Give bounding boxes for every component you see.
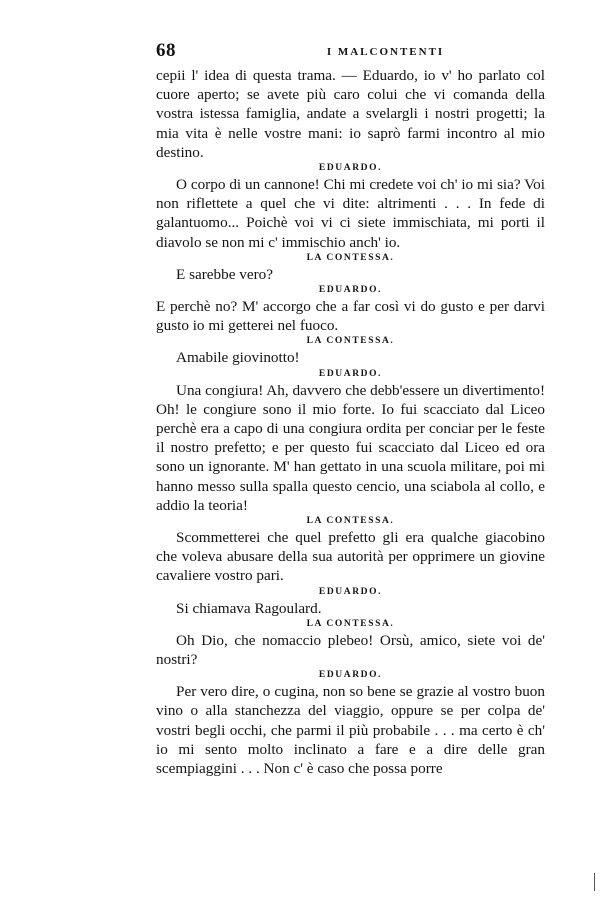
speaker-label: LA CONTESSA.: [306, 516, 395, 527]
speaker-label: EDUARDO.: [318, 163, 383, 174]
running-title: I MALCONTENTI: [326, 46, 445, 58]
speaker-label: LA CONTESSA.: [306, 618, 395, 629]
dialogue-paragraph: Amabile giovinotto!: [176, 349, 300, 367]
page-number: 68: [156, 40, 176, 61]
dialogue-paragraph: O corpo di un cannone! Chi mi credete voi ch' io mi sia? Voi non riflettete a quel che vi dite: altrimenti . . . In fede di galantuomo... Poichè voi vi ci siete immischiata, mi porti il diavolo se non mi c' immischio anch' io.: [156, 176, 545, 251]
speaker-label: EDUARDO.: [318, 368, 383, 379]
dialogue-paragraph: Oh Dio, che nomaccio plebeo! Orsù, amico, siete voi de' nostri?: [156, 631, 545, 669]
dialogue-paragraph: cepii l' idea di questa trama. — Eduardo, io v' ho parlato col cuore aperto; se avete più caro colui che vi comanda della vostra istessa famiglia, andate a svelargli i nostri progetti; la mia vita è nelle vostre mani: io saprò farmi incontro al mio destino.: [156, 67, 545, 161]
page-edge-mark: [594, 873, 595, 891]
speaker-label: EDUARDO.: [318, 586, 383, 597]
dialogue-paragraph: Per vero dire, o cugina, non so bene se grazie al vostro buon vino o alla stanchezza del viaggio, oppure se per colpa de' vostri begli occhi, che parmi il più probabile . . . ma certo è ch' io mi sento molto inclinato a fare e a dire delle gran scempiaggini . . . Non c' è caso che possa porre: [156, 683, 545, 778]
speaker-label: LA CONTESSA.: [306, 252, 395, 263]
speaker-label: EDUARDO.: [318, 670, 383, 681]
dialogue-paragraph: Si chiamava Ragoulard.: [176, 599, 322, 617]
body-text: [156, 66, 545, 778]
dialogue-paragraph: Una congiura! Ah, davvero che debb'essere un divertimento! Oh! le congiure sono il mio forte. Io fui scacciato dal Liceo perchè era a capo di una congiura ordita per conciar per le feste il nostro prefetto; e per questo fui scacciato dal Liceo ed ora sono un ignorante. M' han gettato in una scuola militare, poi mi hanno messo sulla spalla questo cencio, una sciabola al collo, e addio la teoria!: [156, 381, 545, 514]
speaker-label: LA CONTESSA.: [306, 336, 395, 347]
dialogue-paragraph: E perchè no? M' accorgo che a far così vi do gusto e per darvi gusto io mi getterei nel fuoco.: [156, 298, 545, 335]
dialogue-paragraph: Scommetterei che quel prefetto gli era qualche giacobino che voleva abusare della sua autorità per opprimere un giovine cavaliere vostro pari.: [156, 529, 545, 585]
page-header: [156, 40, 545, 66]
speaker-label: EDUARDO.: [318, 285, 383, 296]
dialogue-paragraph: E sarebbe vero?: [176, 265, 273, 283]
